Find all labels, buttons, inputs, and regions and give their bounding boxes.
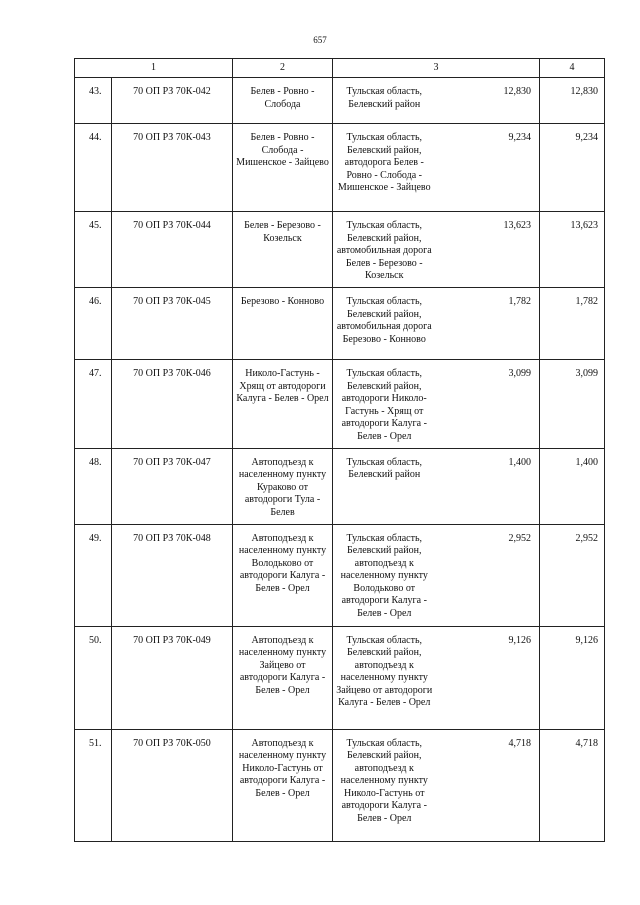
road-total: 1,400 bbox=[540, 448, 605, 524]
road-location: Тульская область, Белевский район, автодорога Белев - Ровно - Слобода - Мишенское - Зайцево bbox=[333, 124, 436, 212]
road-total: 2,952 bbox=[540, 524, 605, 626]
row-number: 48. bbox=[75, 448, 112, 524]
table-row bbox=[75, 448, 605, 524]
road-name: Автоподъезд к населенному пункту Володьково от автодороги Калуга - Белев - Орел bbox=[233, 524, 333, 626]
road-length: 1,400 bbox=[436, 448, 540, 524]
table-row bbox=[75, 78, 605, 124]
roads-table bbox=[74, 58, 605, 842]
road-name: Автоподъезд к населенному пункту Кураково от автодороги Тула - Белев bbox=[233, 448, 333, 524]
row-number: 44. bbox=[75, 124, 112, 212]
header-col-2: 2 bbox=[233, 59, 333, 78]
header-col-3: 3 bbox=[333, 59, 540, 78]
road-name: Автоподъезд к населенному пункту Зайцево от автодороги Калуга - Белев - Орел bbox=[233, 626, 333, 729]
road-total: 4,718 bbox=[540, 729, 605, 841]
road-length: 2,952 bbox=[436, 524, 540, 626]
road-name: Березово - Конново bbox=[233, 287, 333, 359]
row-number: 45. bbox=[75, 212, 112, 288]
row-number: 46. bbox=[75, 287, 112, 359]
road-name: Белев - Березово - Козельск bbox=[233, 212, 333, 288]
road-code: 70 ОП РЗ 70К-045 bbox=[112, 287, 233, 359]
road-length: 1,782 bbox=[436, 287, 540, 359]
road-code: 70 ОП РЗ 70К-049 bbox=[112, 626, 233, 729]
road-location: Тульская область, Белевский район, автомобильная дорога Белев - Березово - Козельск bbox=[333, 212, 436, 288]
road-location: Тульская область, Белевский район, автомобильная дорога Березово - Конново bbox=[333, 287, 436, 359]
road-code: 70 ОП РЗ 70К-047 bbox=[112, 448, 233, 524]
table-row bbox=[75, 124, 605, 212]
table-row bbox=[75, 287, 605, 359]
road-name: Автоподъезд к населенному пункту Николо-Гастунь от автодороги Калуга - Белев - Орел bbox=[233, 729, 333, 841]
road-length: 9,126 bbox=[436, 626, 540, 729]
road-length: 4,718 bbox=[436, 729, 540, 841]
road-length: 13,623 bbox=[436, 212, 540, 288]
row-number: 47. bbox=[75, 359, 112, 448]
road-location: Тульская область, Белевский район, автоподъезд к населенному пункту Николо-Гастунь от автодороги Калуга - Белев - Орел bbox=[333, 729, 436, 841]
row-number: 50. bbox=[75, 626, 112, 729]
road-code: 70 ОП РЗ 70К-042 bbox=[112, 78, 233, 124]
road-location: Тульская область, Белевский район bbox=[333, 78, 436, 124]
road-total: 12,830 bbox=[540, 78, 605, 124]
row-number: 43. bbox=[75, 78, 112, 124]
road-name: Белев - Ровно - Слобода - Мишенское - Зайцево bbox=[233, 124, 333, 212]
table-row bbox=[75, 729, 605, 841]
road-code: 70 ОП РЗ 70К-043 bbox=[112, 124, 233, 212]
page-number: 657 bbox=[313, 35, 327, 45]
road-code: 70 ОП РЗ 70К-044 bbox=[112, 212, 233, 288]
header-col-4: 4 bbox=[540, 59, 605, 78]
table-row bbox=[75, 212, 605, 288]
road-name: Николо-Гастунь - Хрящ от автодороги Калуга - Белев - Орел bbox=[233, 359, 333, 448]
road-name: Белев - Ровно - Слобода bbox=[233, 78, 333, 124]
table-row bbox=[75, 524, 605, 626]
road-total: 9,234 bbox=[540, 124, 605, 212]
road-length: 12,830 bbox=[436, 78, 540, 124]
road-length: 9,234 bbox=[436, 124, 540, 212]
road-location: Тульская область, Белевский район, автоподъезд к населенному пункту Володьково от автодороги Калуга - Белев - Орел bbox=[333, 524, 436, 626]
road-total: 9,126 bbox=[540, 626, 605, 729]
road-code: 70 ОП РЗ 70К-050 bbox=[112, 729, 233, 841]
row-number: 49. bbox=[75, 524, 112, 626]
road-code: 70 ОП РЗ 70К-048 bbox=[112, 524, 233, 626]
road-code: 70 ОП РЗ 70К-046 bbox=[112, 359, 233, 448]
header-col-1: 1 bbox=[75, 59, 233, 78]
table-row bbox=[75, 626, 605, 729]
road-total: 1,782 bbox=[540, 287, 605, 359]
road-total: 13,623 bbox=[540, 212, 605, 288]
row-number: 51. bbox=[75, 729, 112, 841]
road-location: Тульская область, Белевский район, автодороги Николо-Гастунь - Хрящ от автодороги Калуга - Белев - Орел bbox=[333, 359, 436, 448]
road-length: 3,099 bbox=[436, 359, 540, 448]
road-location: Тульская область, Белевский район, автоподъезд к населенному пункту Зайцево от автодороги Калуга - Белев - Орел bbox=[333, 626, 436, 729]
header-row bbox=[75, 59, 605, 78]
road-location: Тульская область, Белевский район bbox=[333, 448, 436, 524]
table-row bbox=[75, 359, 605, 448]
road-total: 3,099 bbox=[540, 359, 605, 448]
